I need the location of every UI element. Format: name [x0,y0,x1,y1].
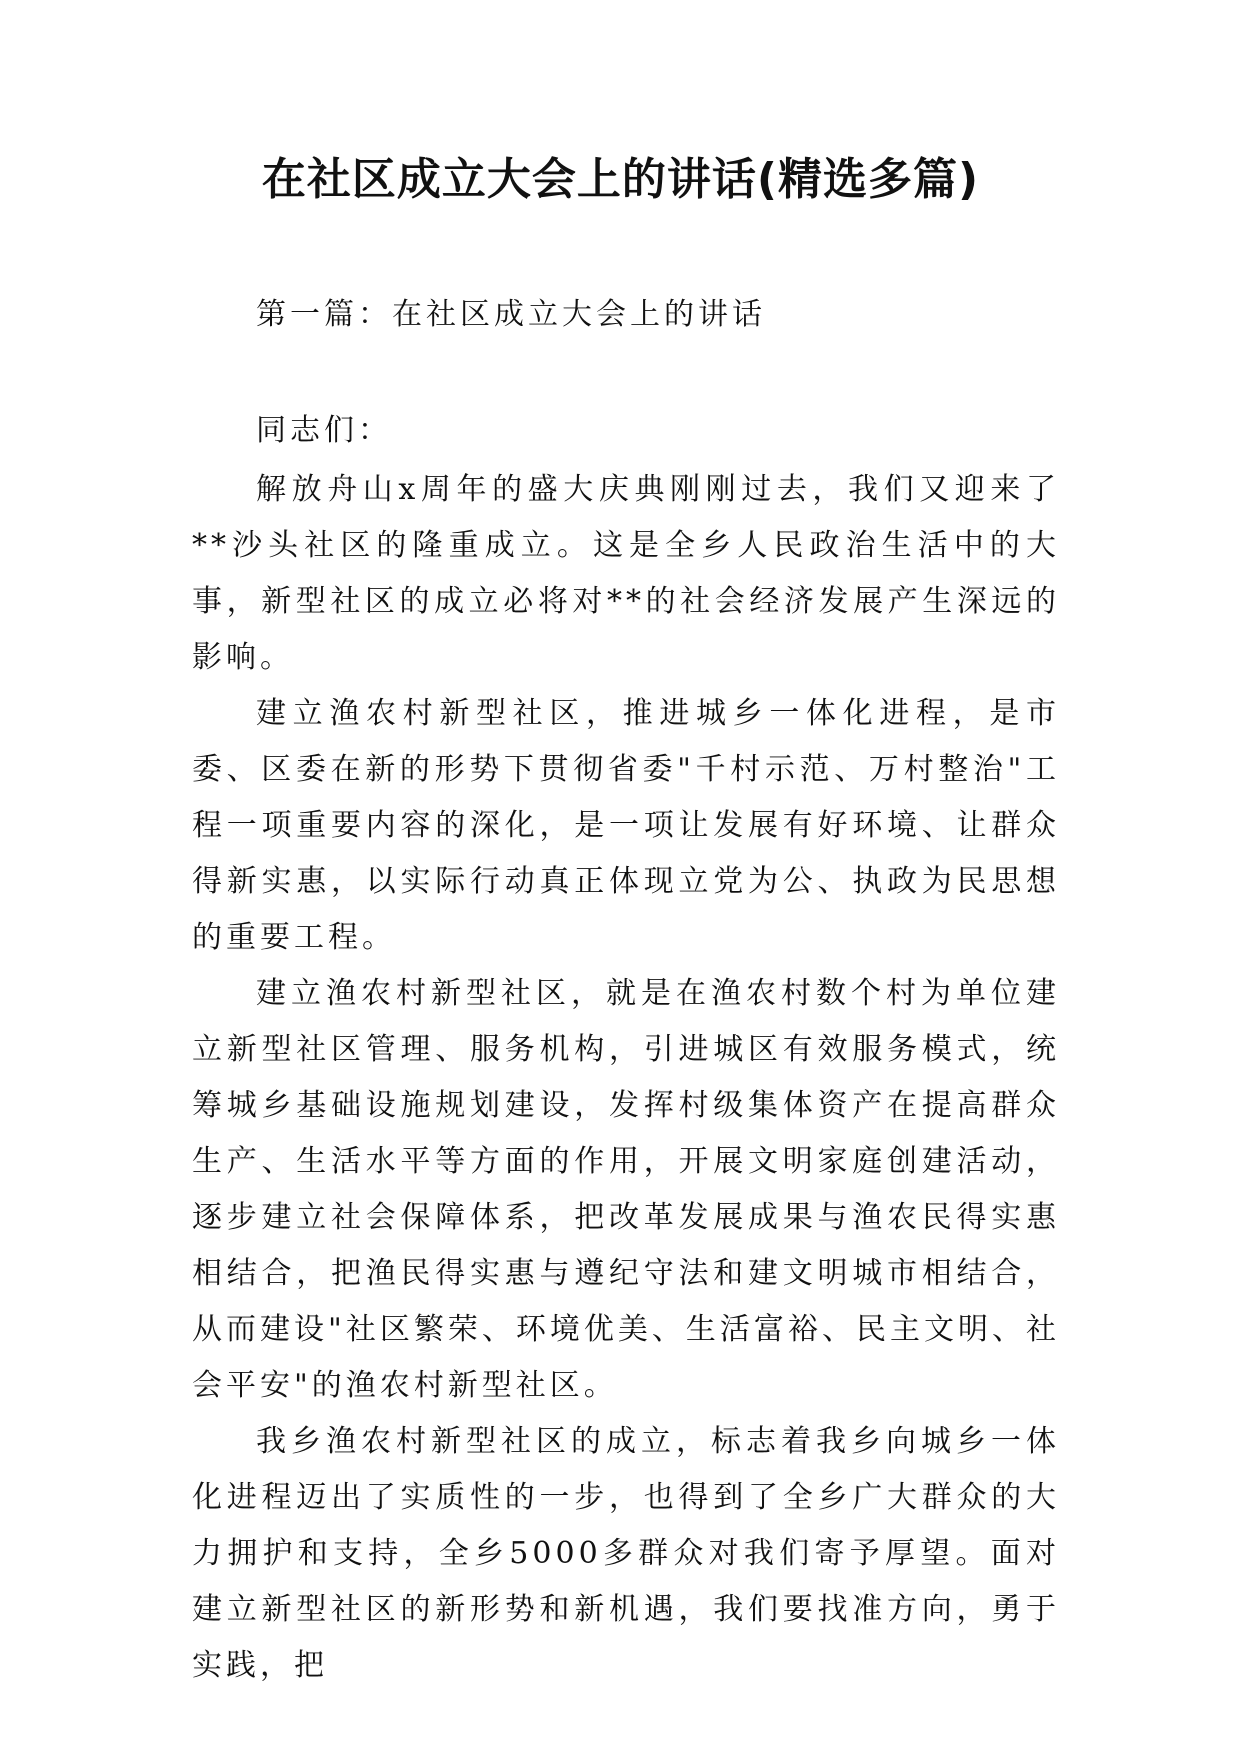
salutation: 同志们： [256,413,392,448]
document-title: 在社区成立大会上的讲话(精选多篇) [261,154,980,205]
section-heading: 第一篇：在社区成立大会上的讲话 [256,297,766,332]
paragraph: 建立渔农村新型社区，就是在渔农村数个村为单位建立新型社区管理、服务机构，引进城区有效服务模式，统筹城乡基础设施规划建设，发挥村级集体资产在提高群众生产、生活水平等方面的作用，开展文明家庭创建活动，逐步建立社会保障体系，把改革发展成果与渔农民得实惠相结合，把渔民得实惠与遵纪守法和建文明城市相结合，从而建设"社区繁荣、环境优美、生活富裕、民主文明、社会平安"的渔农村新型社区。 [192,976,1060,1403]
paragraph: 解放舟山x周年的盛大庆典刚刚过去，我们又迎来了**沙头社区的隆重成立。这是全乡人民政治生活中的大事，新型社区的成立必将对**的社会经济发展产生深远的影响。 [192,472,1060,675]
paragraph: 我乡渔农村新型社区的成立，标志着我乡向城乡一体化进程迈出了实质性的一步，也得到了全乡广大群众的大力拥护和支持，全乡5000多群众对我们寄予厚望。面对建立新型社区的新形势和新机遇，我们要找准方向，勇于实践，把 [192,1424,1060,1683]
paragraph: 建立渔农村新型社区，推进城乡一体化进程，是市委、区委在新的形势下贯彻省委"千村示范、万村整治"工程一项重要内容的深化，是一项让发展有好环境、让群众得新实惠，以实际行动真正体现立党为公、执政为民思想的重要工程。 [192,696,1060,955]
document-body [192,462,1060,1694]
